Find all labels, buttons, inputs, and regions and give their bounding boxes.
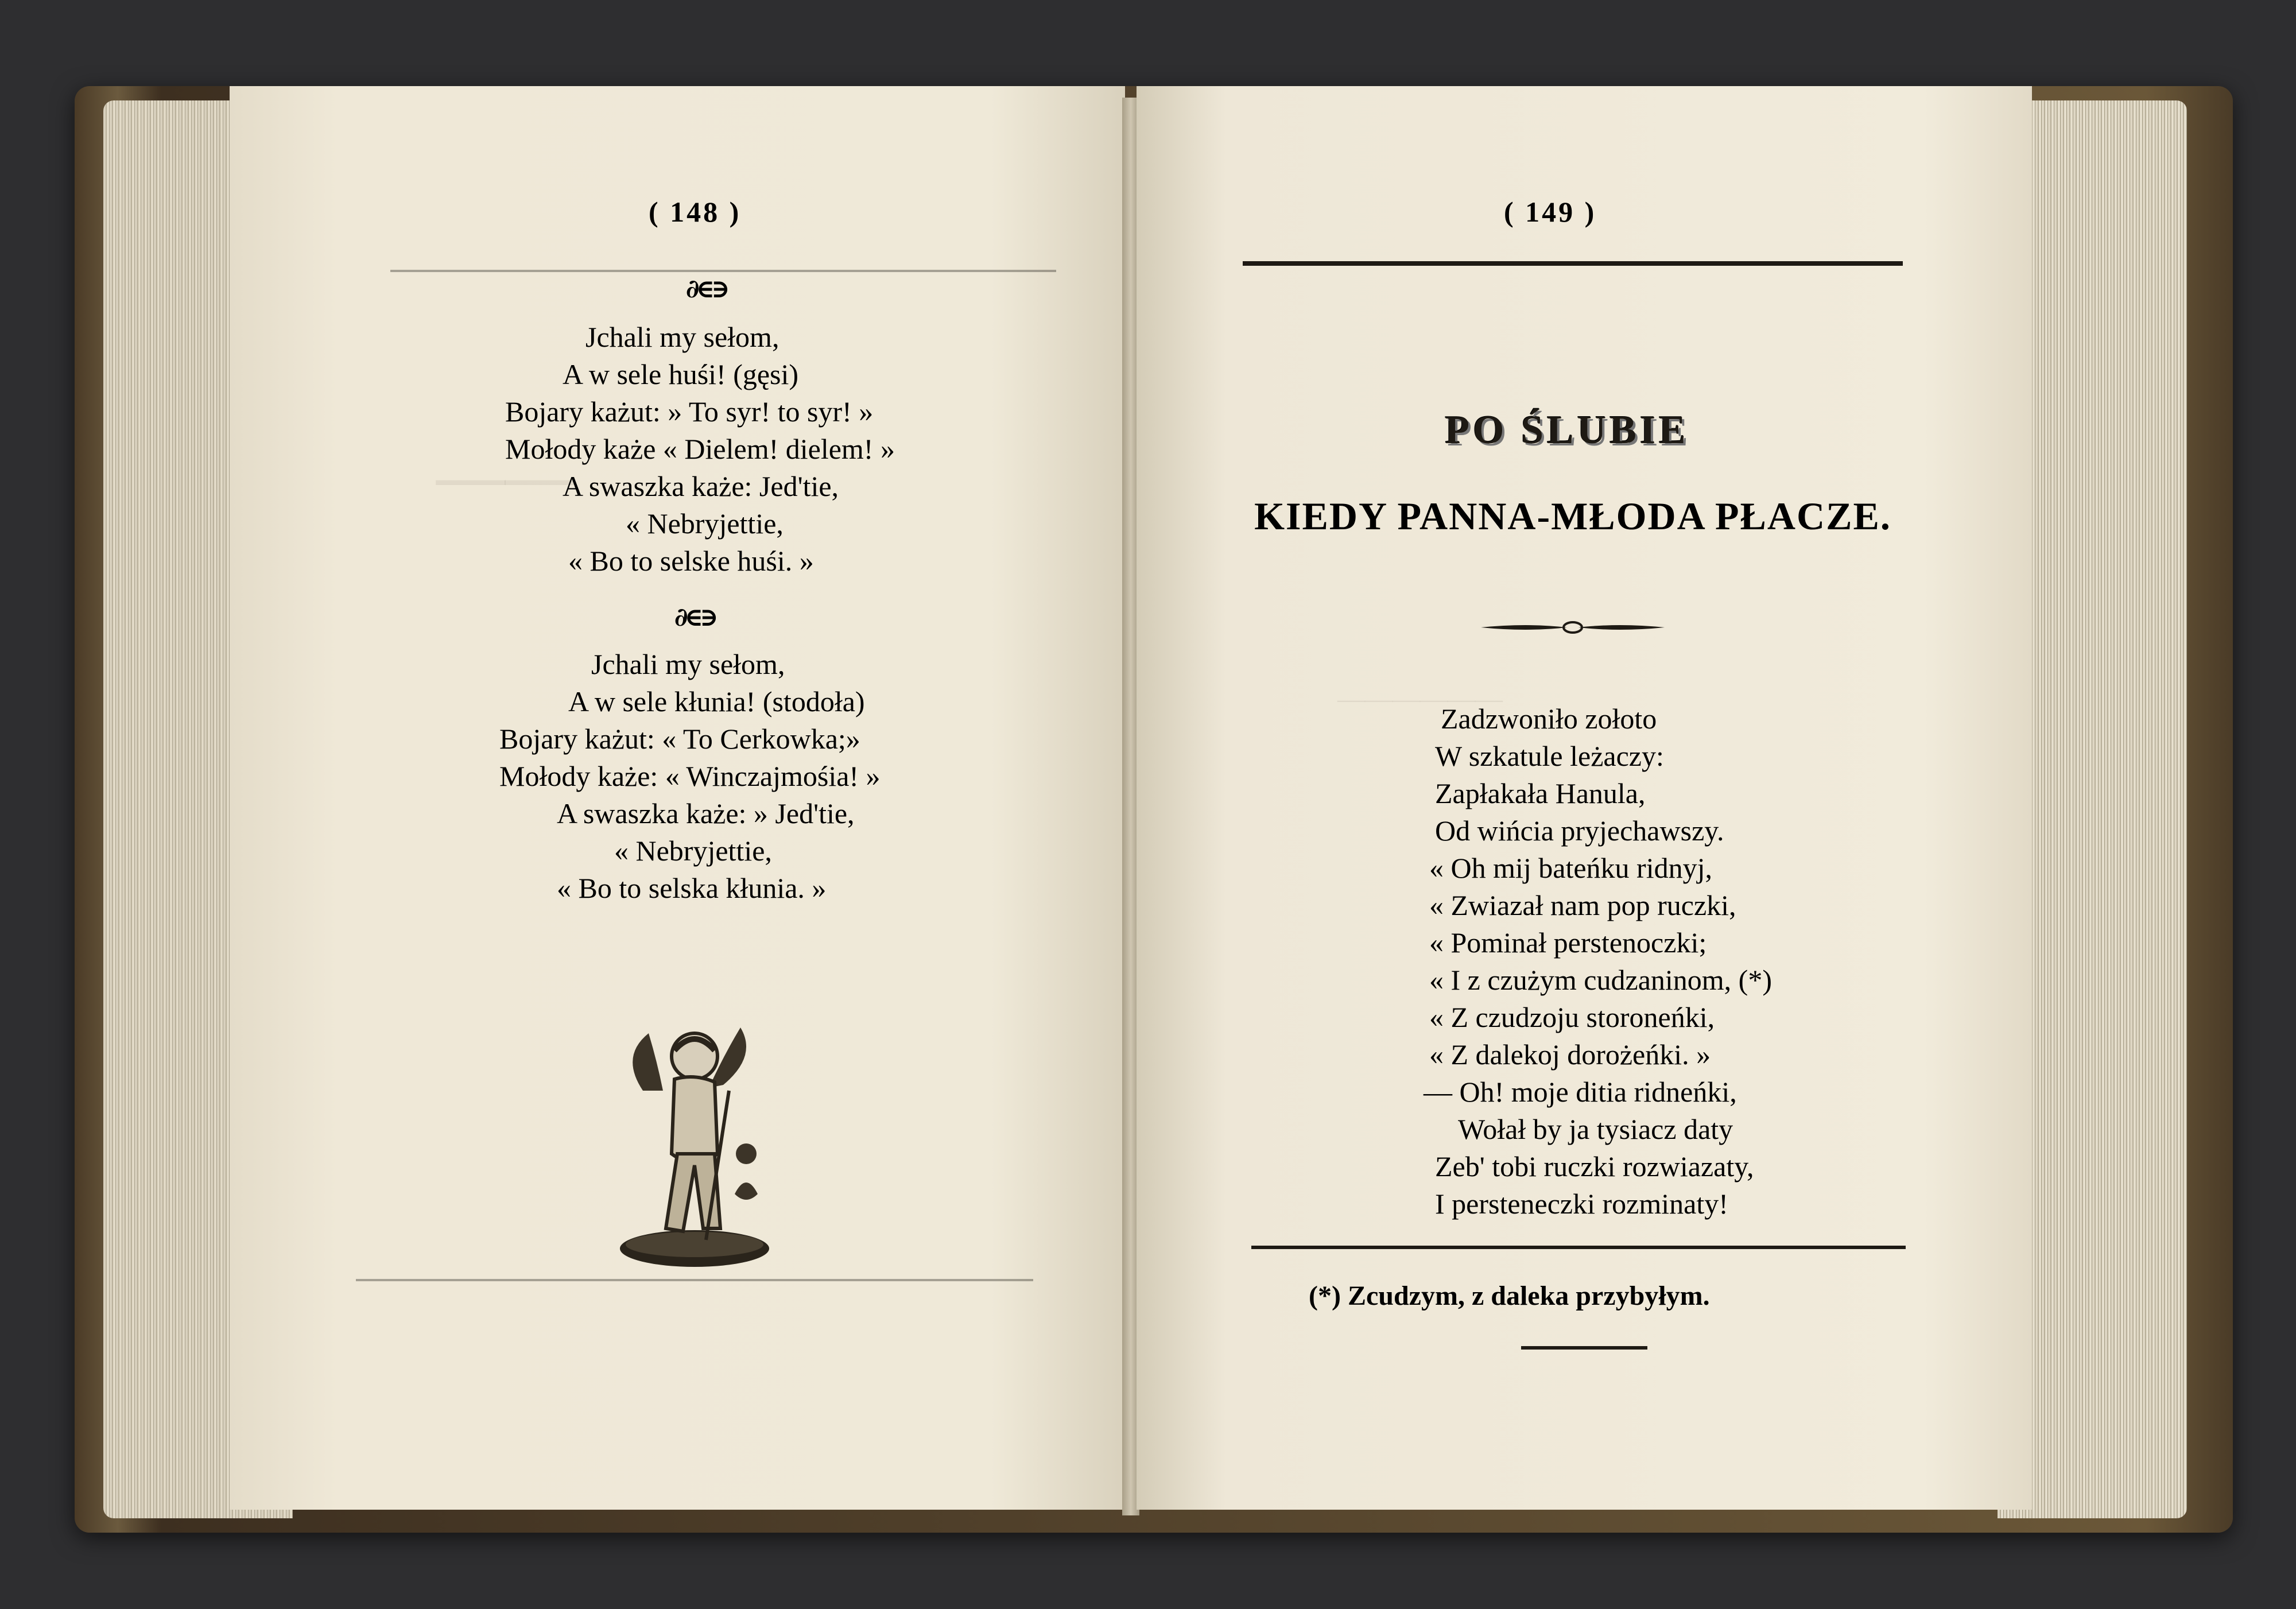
verse-line: Mołody każe: « Winczajmośia! » [499, 760, 881, 792]
verse-line: — Oh! moje ditia ridneńki, [1424, 1076, 1737, 1108]
page-number-right: ( 149 ) [1504, 196, 1597, 228]
verse-line: Wołał by ja tysiacz daty [1458, 1113, 1733, 1145]
verse-line: « Pominał perstenoczki; [1429, 926, 1707, 959]
verse-line: « Z czudzoju storoneńki, [1429, 1001, 1715, 1033]
verse-line: « Z dalekoj dorożeńki. » [1429, 1038, 1711, 1071]
verse-line: A swaszka każe: Jed'tie, [563, 470, 839, 502]
stanza-1 [494, 319, 895, 580]
verse-line: W szkatule leżaczy: [1435, 740, 1664, 772]
end-rule [1521, 1346, 1647, 1350]
verse-line: « Bo to selske huśi. » [568, 545, 814, 577]
verse-line: I persteneczki rozminaty! [1435, 1188, 1728, 1220]
verse-line: « Zwiazał nam pop ruczki, [1429, 889, 1736, 921]
poem-verse [1424, 700, 1772, 1223]
header-rule-left [390, 270, 1056, 272]
chapter-subtitle: KIEDY PANNA-MŁODA PŁACZE. [1254, 494, 1891, 538]
footer-rule-left [356, 1279, 1033, 1281]
verse-line: « Bo to selska kłunia. » [557, 872, 827, 904]
chapter-title: PO ŚLUBIE [1445, 408, 1689, 452]
verse-line: « I z czużym cudzaninom, (*) [1429, 964, 1772, 996]
verse-line: Jchali my sełom, [585, 321, 779, 353]
verse-line: Zeb' tobi ruczki rozwiazaty, [1435, 1150, 1754, 1182]
verse-line: « Nebryjettie, [626, 507, 784, 540]
bleed-through-text: —————— [1337, 684, 1503, 714]
verse-line: A swaszka każe: » Jed'tie, [557, 797, 855, 829]
verse-line: A w sele kłunia! (stodoła) [568, 685, 865, 718]
page-number-left: ( 148 ) [649, 196, 742, 228]
cherub-vignette-illustration [608, 1022, 781, 1269]
verse-line: Mołody każe « Dielem! dielem! » [505, 433, 895, 465]
stanza-2 [494, 646, 881, 907]
ornament-divider: ∂∈∋ [686, 274, 727, 304]
verse-line: Jchali my sełom, [591, 648, 785, 680]
verse-line: Zapłakała Hanula, [1435, 777, 1646, 809]
verse-line: A w sele huśi! (gęsi) [563, 358, 799, 390]
verse-line: Bojary każut: » To syr! to syr! » [505, 396, 874, 428]
verse-line: « Nebryjettie, [614, 835, 772, 867]
footnote-rule [1251, 1246, 1906, 1249]
ornament-rule [1481, 617, 1665, 638]
footnote: (*) Zcudzym, z daleka przybyłym. [1309, 1281, 1710, 1311]
bleed-through-text: —— [436, 437, 574, 514]
verse-line: « Oh mij bateńku ridnyj, [1429, 852, 1712, 884]
ornament-divider: ∂∈∋ [674, 603, 715, 632]
verse-line: Od wińcia pryjechawszy. [1435, 815, 1724, 847]
header-rule-right [1243, 261, 1903, 266]
verse-line: Zadzwoniło zołoto [1441, 703, 1657, 735]
verse-line: Bojary każut: « To Cerkowka;» [499, 723, 860, 755]
